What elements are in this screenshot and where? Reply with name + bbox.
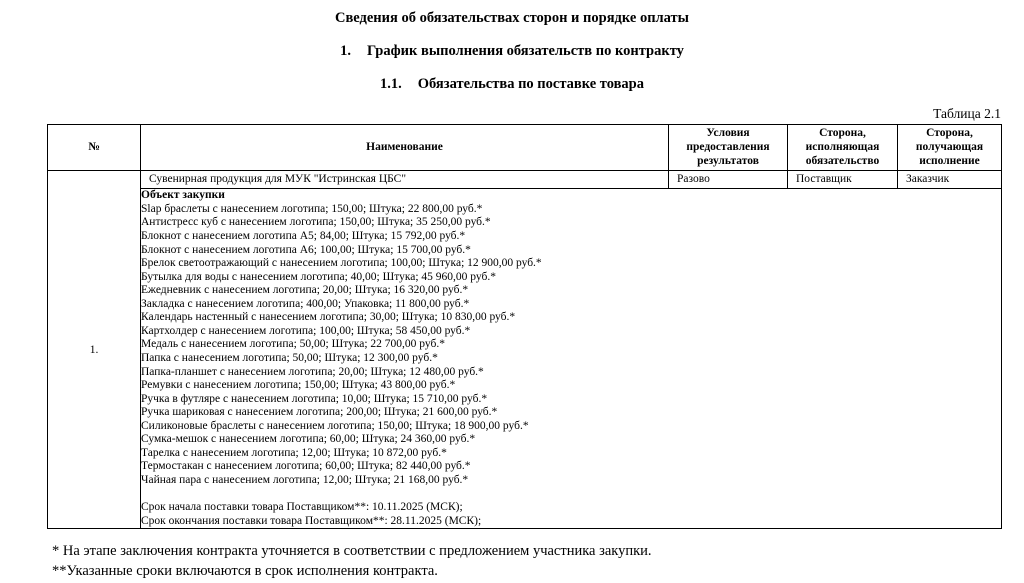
purchase-item-line: Ручка в футляре с нанесением логотипа; 10,00; Штука; 15 710,00 руб.*: [141, 392, 488, 405]
purchase-object-heading: Объект закупки: [141, 189, 225, 202]
purchase-item-line: Папка с нанесением логотипа; 50,00; Штука; 12 300,00 руб.*: [141, 351, 438, 364]
purchase-item-line: Чайная пара с нанесением логотипа; 12,00; Штука; 21 168,00 руб.*: [141, 473, 469, 486]
purchase-item-line: Блокнот с нанесением логотипа А5; 84,00; Штука; 15 792,00 руб.*: [141, 230, 466, 243]
purchase-item-line: Антистресс куб с нанесением логотипа; 150,00; Штука; 35 250,00 руб.*: [141, 216, 491, 229]
purchase-item-line: Брелок светоотражающий с нанесением логотипа; 100,00; Штука; 12 900,00 руб.*: [141, 257, 542, 270]
purchase-item-line: Тарелка с нанесением логотипа; 12,00; Штука; 10 872,00 руб.*: [141, 446, 447, 459]
section-heading-1-number: 1.: [340, 43, 351, 59]
purchase-item-line: Ручка шариковая с нанесением логотипа; 200,00; Штука; 21 600,00 руб.*: [141, 406, 498, 419]
row-conditions-cell: Разово: [669, 171, 788, 189]
purchase-item-line: Папка-планшет с нанесением логотипа; 20,00; Штука; 12 480,00 руб.*: [141, 365, 484, 378]
footnote-1: * На этапе заключения контракта уточняется в соответствии с предложением участника закупки.: [52, 543, 652, 560]
table-caption: Таблица 2.1: [933, 106, 1001, 121]
purchase-items-list: [141, 203, 1001, 487]
purchase-item-line: Slap браслеты с нанесением логотипа; 150,00; Штука; 22 800,00 руб.*: [141, 202, 483, 215]
delivery-start-line: Срок начала поставки товара Поставщиком**: 10.11.2025 (МСК);: [141, 500, 463, 513]
section-heading-1-1: [0, 76, 1024, 93]
row-executing-party-cell: Поставщик: [788, 171, 898, 189]
section-heading-1-1-text: Обязательства по поставке товара: [417, 76, 644, 92]
purchase-item-line: Бутылка для воды с нанесением логотипа; 40,00; Штука; 45 960,00 руб.*: [141, 270, 496, 283]
header-cell-receiving-party: Сторона, получающая исполнение: [898, 125, 1002, 171]
section-heading-1-text: График выполнения обязательств по контракту: [367, 43, 684, 59]
purchase-item-line: Закладка с нанесением логотипа; 400,00; Упаковка; 11 800,00 руб.*: [141, 297, 470, 310]
section-heading-1: [0, 43, 1024, 60]
purchase-item-line: Ежедневник с нанесением логотипа; 20,00; Штука; 16 320,00 руб.*: [141, 284, 469, 297]
purchase-item-line: Сумка-мешок с нанесением логотипа; 60,00; Штука; 24 360,00 руб.*: [141, 433, 476, 446]
delivery-end-line: Срок окончания поставки товара Поставщиком**: 28.11.2025 (МСК);: [141, 514, 482, 527]
purchase-item-line: Блокнот с нанесением логотипа А6; 100,00; Штука; 15 700,00 руб.*: [141, 243, 471, 256]
table-row-details: [48, 189, 1002, 529]
row-details-cell: [141, 189, 1002, 529]
purchase-item-line: Термостакан с нанесением логотипа; 60,00; Штука; 82 440,00 руб.*: [141, 460, 471, 473]
table-row-summary: [48, 171, 1002, 189]
document-title: Сведения об обязательствах сторон и порядке оплаты: [334, 10, 690, 26]
table-header-row: [48, 125, 1002, 171]
purchase-item-line: Ремувки с нанесением логотипа; 150,00; Штука; 43 800,00 руб.*: [141, 379, 456, 392]
row-receiving-party-cell: Заказчик: [898, 171, 1002, 189]
purchase-item-line: Медаль с нанесением логотипа; 50,00; Штука; 22 700,00 руб.*: [141, 338, 445, 351]
footnote-2: **Указанные сроки включаются в срок исполнения контракта.: [52, 563, 438, 580]
row-number-cell: 1.: [48, 171, 141, 529]
header-cell-name: Наименование: [141, 125, 669, 171]
header-cell-executing-party: Сторона, исполняющая обязательство: [788, 125, 898, 171]
purchase-item-line: Календарь настенный с нанесением логотипа; 30,00; Штука; 10 830,00 руб.*: [141, 311, 516, 324]
purchase-item-line: Картхолдер с нанесением логотипа; 100,00; Штука; 58 450,00 руб.*: [141, 324, 471, 337]
purchase-item-line: Силиконовые браслеты с нанесением логотипа; 150,00; Штука; 18 900,00 руб.*: [141, 419, 529, 432]
content-area: [47, 106, 1001, 529]
spacer-line: [141, 487, 1001, 501]
row-name-cell: Сувенирная продукция для МУК "Истринская ЦБС": [141, 171, 669, 189]
section-heading-1-1-number: 1.1.: [379, 76, 402, 92]
header-cell-number: №: [48, 125, 141, 171]
footnotes-block: [52, 541, 1024, 581]
obligations-table: [47, 124, 1002, 529]
header-cell-conditions: Условия предоставления результатов: [669, 125, 788, 171]
